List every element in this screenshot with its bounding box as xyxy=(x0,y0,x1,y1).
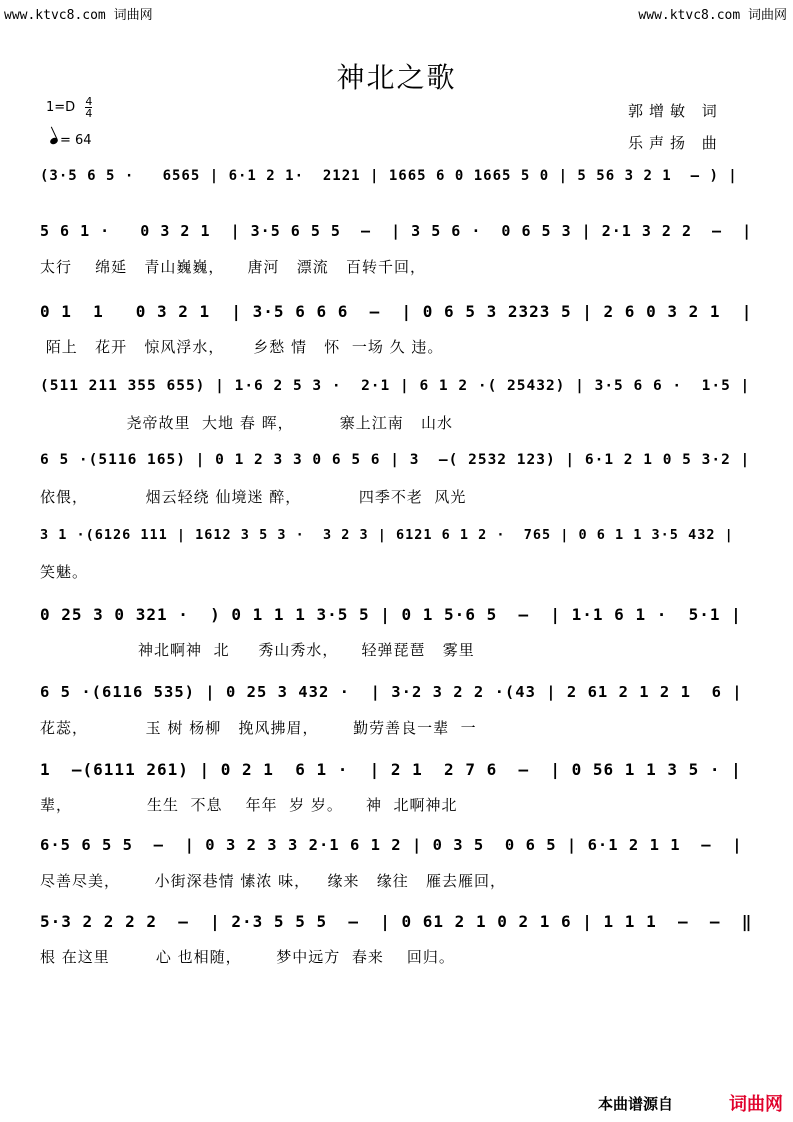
watermark-left: www.ktvc8.com 词曲网 xyxy=(4,8,153,23)
lyrics-line: 尧帝故里 大地 春 晖， 寨上江南 山水 xyxy=(40,414,454,432)
key-label: 1=D xyxy=(46,100,76,115)
lyrics-line: 尽善尽美， 小街深巷情 愫浓 味， 缘来 缘往 雁去雁回， xyxy=(40,872,507,890)
notation-line: 0 25 3 0 321 · ) 0 1 1 1 3·5 5 | 0 1 5·6 5 – | 1·1 6 1 · 5·1 | xyxy=(40,605,742,624)
page-title: 神北之歌 xyxy=(336,61,457,94)
notation-line: 5·3 2 2 2 2 – | 2·3 5 5 5 – | 0 61 2 1 0 2 1 6 | 1 1 1 – – ‖ xyxy=(40,912,753,931)
lyrics-line: 太行 绵延 青山巍巍， 唐河 漂流 百转千回， xyxy=(40,258,427,276)
key-signature xyxy=(46,96,92,119)
notation-line: 3 1 ·(6126 111 | 1612 3 5 3 · 3 2 3 | 6121 6 1 2 · 765 | 0 6 1 1 3·5 432 | xyxy=(40,527,734,543)
notation-line: (511 211 355 655) | 1·6 2 5 3 · 2·1 | 6 1 2 ·( 25432) | 3·5 6 6 · 1·5 | xyxy=(40,378,751,394)
notation-line: (3·5 6 5 · 6565 | 6·1 2 1· 2121 | 1665 6 0 1665 5 0 | 5 56 3 2 1 – ) | xyxy=(40,168,738,184)
tempo-value: = 64 xyxy=(60,133,92,148)
lyrics-line: 笑魅。 xyxy=(40,563,89,581)
notation-line: 6 5 ·(6116 535) | 0 25 3 432 · | 3·2 3 2 2 ·(43 | 2 61 2 1 2 1 6 | xyxy=(40,683,743,701)
lyrics-line: 陌上 花开 惊风浮水， 乡愁 情 怀 一场 久 违。 xyxy=(40,338,444,356)
lyricist: 郭增敏 词 xyxy=(628,102,723,120)
lyrics-line: 花蕊， 玉 树 杨柳 挽风拂眉， 勤劳善良一辈 一 xyxy=(40,719,477,737)
source-label: 本曲谱源自 xyxy=(597,1095,673,1113)
lyrics-line: 根 在这里 心 也相随， 梦中远方 春来 回归。 xyxy=(40,948,455,966)
notation-line: 5 6 1 · 0 3 2 1 | 3·5 6 5 5 – | 3 5 6 · 0 6 5 3 | 2·1 3 2 2 – | xyxy=(40,222,753,240)
notation-line: 1 –(6111 261) | 0 2 1 6 1 · | 2 1 2 7 6 – | 0 56 1 1 3 5 · | xyxy=(40,760,742,779)
lyrics-line: 辈， 生生 不息 年年 岁 岁。 神 北啊神北 xyxy=(40,796,458,814)
quarter-note-icon xyxy=(49,137,59,146)
notation-line: 6 5 ·(5116 165) | 0 1 2 3 3 0 6 5 6 | 3 –( 2532 123) | 6·1 2 1 0 5 3·2 | xyxy=(40,452,751,468)
notation-line: 0 1 1 0 3 2 1 | 3·5 6 6 6 – | 0 6 5 3 2323 5 | 2 6 0 3 2 1 | xyxy=(40,302,753,321)
time-sig-bottom: 4 xyxy=(85,107,93,120)
time-signature xyxy=(85,96,92,119)
lyrics-line: 神北啊神 北 秀山秀水， 轻弹琵琶 雾里 xyxy=(40,641,475,659)
composer: 乐声扬 曲 xyxy=(628,134,723,152)
lyrics-line: 依偎， 烟云轻绕 仙境迷 醉， 四季不老 风光 xyxy=(40,488,467,506)
notation-line: 6·5 6 5 5 – | 0 3 2 3 3 2·1 6 1 2 | 0 3 5 0 6 5 | 6·1 2 1 1 – | xyxy=(40,836,743,854)
tempo-marking xyxy=(50,133,92,148)
site-logo: 词曲网 xyxy=(729,1094,783,1115)
watermark-right: www.ktvc8.com 词曲网 xyxy=(638,8,787,23)
time-sig-top: 4 xyxy=(85,95,93,108)
